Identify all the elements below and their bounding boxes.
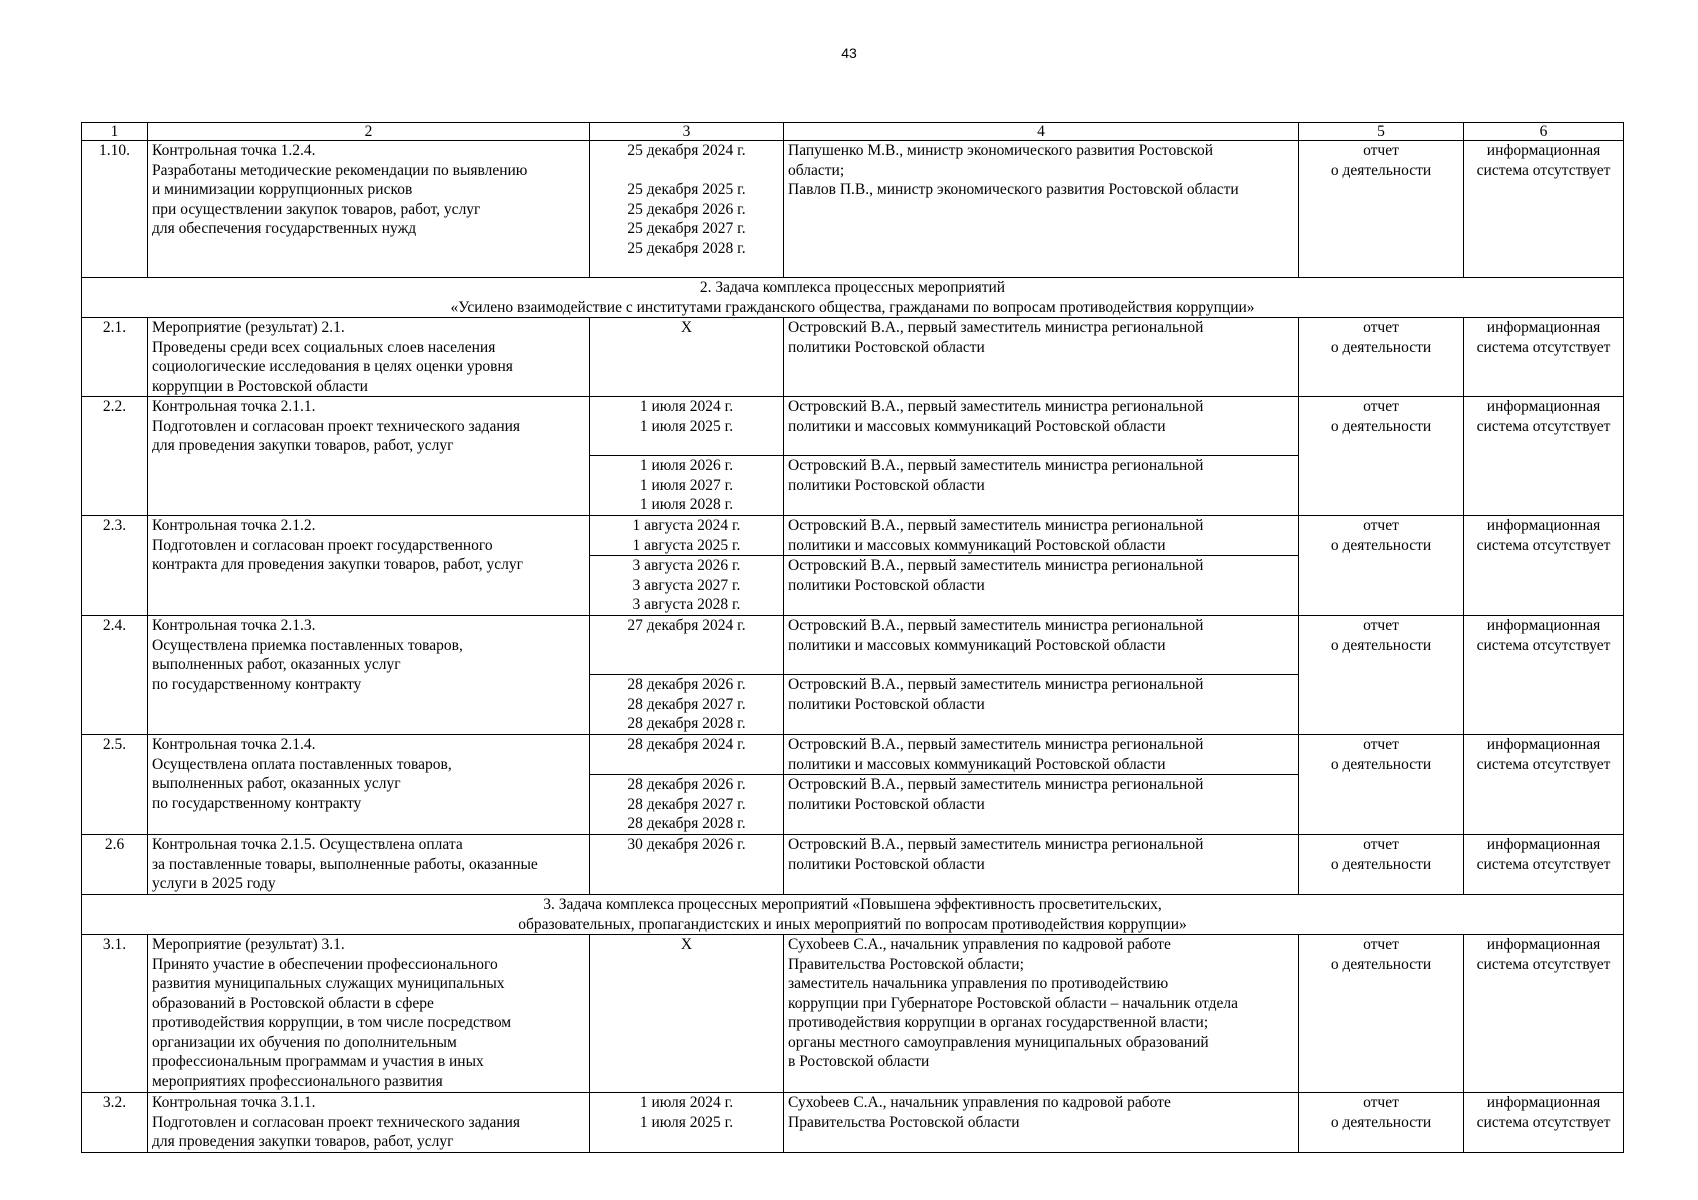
info-system: информационная система отсутствует	[1464, 616, 1624, 735]
info-system: информационная система отсутствует	[1464, 935, 1624, 1093]
row-responsible: Островский В.А., первый заместитель министра региональной политики Ростовской области	[784, 318, 1299, 397]
row-responsible: Островский В.А., первый заместитель министра региональной политики и массовых коммуникаций Ростовской области	[784, 735, 1299, 775]
row-responsible: Островский В.А., первый заместитель министра региональной политики Ростовской области	[784, 775, 1299, 835]
row-dates: 28 декабря 2024 г.	[590, 735, 784, 775]
info-system: информационная система отсутствует	[1464, 735, 1624, 835]
table-row	[82, 318, 1624, 397]
table-row	[82, 835, 1624, 895]
row-dates: Х	[590, 318, 784, 397]
row-number: 2.4.	[82, 616, 148, 735]
info-system: информационная система отсутствует	[1464, 835, 1624, 895]
row-description: Контрольная точка 3.1.1. Подготовлен и согласован проект технического задания для проведения закупки товаров, работ, услуг	[148, 1093, 590, 1153]
row-responsible: Островский В.А., первый заместитель министра региональной политики и массовых коммуникаций Ростовской области	[784, 516, 1299, 556]
row-description: Контрольная точка 2.1.5. Осуществлена оплата за поставленные товары, выполненные работы, оказанные услуги в 2025 году	[148, 835, 590, 895]
row-dates: 1 августа 2024 г. 1 августа 2025 г.	[590, 516, 784, 556]
column-header: 6	[1464, 123, 1624, 141]
row-responsible	[784, 141, 1299, 278]
row-dates: 28 декабря 2026 г. 28 декабря 2027 г. 28 декабря 2028 г.	[590, 675, 784, 735]
row-description: Контрольная точка 2.1.2. Подготовлен и согласован проект государственного контракта для проведения закупки товаров, работ, услуг	[148, 516, 590, 616]
table-row	[82, 516, 1624, 556]
info-system: информационная система отсутствует	[1464, 516, 1624, 616]
report-type: отчет о деятельности	[1299, 318, 1464, 397]
table-row	[82, 141, 1624, 278]
row-dates: 30 декабря 2026 г.	[590, 835, 784, 895]
row-responsible: Островский В.А., первый заместитель министра региональной политики и массовых коммуникаций Ростовской области	[784, 397, 1299, 456]
row-dates: 28 декабря 2026 г. 28 декабря 2027 г. 28 декабря 2028 г.	[590, 775, 784, 835]
section-title: 3. Задача комплекса процессных мероприятий «Повышена эффективность просветительских, образовательных, пропагандистских и иных мероприятий по вопросам противодействия коррупции»	[82, 895, 1624, 935]
report-type: отчет о деятельности	[1299, 141, 1464, 278]
row-description: Контрольная точка 2.1.4. Осуществлена оплата поставленных товаров, выполненных работ, оказанных услуг по государственному контракту	[148, 735, 590, 835]
date-value: 25 декабря 2024 г.	[627, 142, 746, 159]
row-description: Мероприятие (результат) 3.1. Принято участие в обеспечении профессионального развития муниципальных служащих муниципальных образований в Ростовской области в сфере противодействия коррупции, в том числе посредством организации их обучения по дополнительным профессиональным программам и участия в иных мероприятиях профессионального развития	[148, 935, 590, 1093]
row-description: Контрольная точка 2.1.3. Осуществлена приемка поставленных товаров, выполненных работ, оказанных услуг по государственному контракту	[148, 616, 590, 735]
row-dates: 27 декабря 2024 г.	[590, 616, 784, 675]
row-responsible: Островский В.А., первый заместитель министра региональной политики Ростовской области	[784, 456, 1299, 516]
plan-table	[81, 122, 1624, 1153]
report-type: отчет о деятельности	[1299, 735, 1464, 835]
row-responsible: Островский В.А., первый заместитель министра региональной политики Ростовской области	[784, 556, 1299, 616]
info-system: информационная система отсутствует	[1464, 318, 1624, 397]
table-row	[82, 735, 1624, 775]
row-number: 2.3.	[82, 516, 148, 616]
row-number: 3.1.	[82, 935, 148, 1093]
table-row	[82, 397, 1624, 456]
row-dates: 1 июля 2024 г. 1 июля 2025 г.	[590, 397, 784, 456]
report-type: отчет о деятельности	[1299, 516, 1464, 616]
row-number: 2.6	[82, 835, 148, 895]
section-row	[82, 278, 1624, 318]
section-title: 2. Задача комплекса процессных мероприятий «Усилено взаимодействие с институтами гражданского общества, гражданами по вопросам противодействия коррупции»	[82, 278, 1624, 318]
report-type: отчет о деятельности	[1299, 935, 1464, 1093]
row-responsible: Островский В.А., первый заместитель министра региональной политики Ростовской области	[784, 675, 1299, 735]
section-row	[82, 895, 1624, 935]
date-value: 25 декабря 2025 г. 25 декабря 2026 г. 25 декабря 2027 г. 25 декабря 2028 г.	[627, 181, 746, 257]
row-number: 1.10.	[82, 141, 148, 278]
row-dates: 3 августа 2026 г. 3 августа 2027 г. 3 августа 2028 г.	[590, 556, 784, 616]
table-row	[82, 616, 1624, 675]
row-description: Контрольная точка 2.1.1. Подготовлен и согласован проект технического задания для проведения закупки товаров, работ, услуг	[148, 397, 590, 516]
row-responsible: Островский В.А., первый заместитель министра региональной политики Ростовской области	[784, 835, 1299, 895]
row-description: Мероприятие (результат) 2.1. Проведены среди всех социальных слоев населения социологические исследования в целях оценки уровня коррупции в Ростовской области	[148, 318, 590, 397]
table-row	[82, 935, 1624, 1093]
row-number: 2.5.	[82, 735, 148, 835]
column-header: 3	[590, 123, 784, 141]
row-dates	[590, 141, 784, 278]
row-responsible: Сухоbеев С.А., начальник управления по кадровой работе Правительства Ростовской области; заместитель начальника управления по противодействию коррупции при Губернаторе Ростовской области – начальник отдела противодействия коррупции в органах государственной власти; органы местного самоуправления муниципальных образований в Ростовской области	[784, 935, 1299, 1093]
info-system: информационная система отсутствует	[1464, 397, 1624, 516]
responsible-text: Папушенко М.В., министр экономического развития Ростовской области;	[788, 142, 1214, 179]
row-responsible: Островский В.А., первый заместитель министра региональной политики и массовых коммуникаций Ростовской области	[784, 616, 1299, 675]
header-row	[82, 123, 1624, 141]
row-number: 3.2.	[82, 1093, 148, 1153]
column-header: 2	[148, 123, 590, 141]
row-number: 2.2.	[82, 397, 148, 516]
page-number: 43	[841, 45, 857, 61]
report-type: отчет о деятельности	[1299, 1093, 1464, 1153]
info-system: информационная система отсутствует	[1464, 141, 1624, 278]
row-number: 2.1.	[82, 318, 148, 397]
column-header: 1	[82, 123, 148, 141]
responsible-text: Павлов П.В., министр экономического развития Ростовской области	[788, 181, 1239, 198]
row-responsible: Сухоbеев С.А., начальник управления по кадровой работе Правительства Ростовской области	[784, 1093, 1299, 1153]
column-header: 4	[784, 123, 1299, 141]
report-type: отчет о деятельности	[1299, 835, 1464, 895]
row-dates: Х	[590, 935, 784, 1093]
row-description: Контрольная точка 1.2.4. Разработаны методические рекомендации по выявлению и минимизации коррупционных рисков при осуществлении закупок товаров, работ, услуг для обеспечения государственных нужд	[148, 141, 590, 278]
table-row	[82, 1093, 1624, 1153]
row-dates: 1 июля 2024 г. 1 июля 2025 г.	[590, 1093, 784, 1153]
info-system: информационная система отсутствует	[1464, 1093, 1624, 1153]
row-dates: 1 июля 2026 г. 1 июля 2027 г. 1 июля 2028 г.	[590, 456, 784, 516]
report-type: отчет о деятельности	[1299, 616, 1464, 735]
report-type: отчет о деятельности	[1299, 397, 1464, 516]
column-header: 5	[1299, 123, 1464, 141]
